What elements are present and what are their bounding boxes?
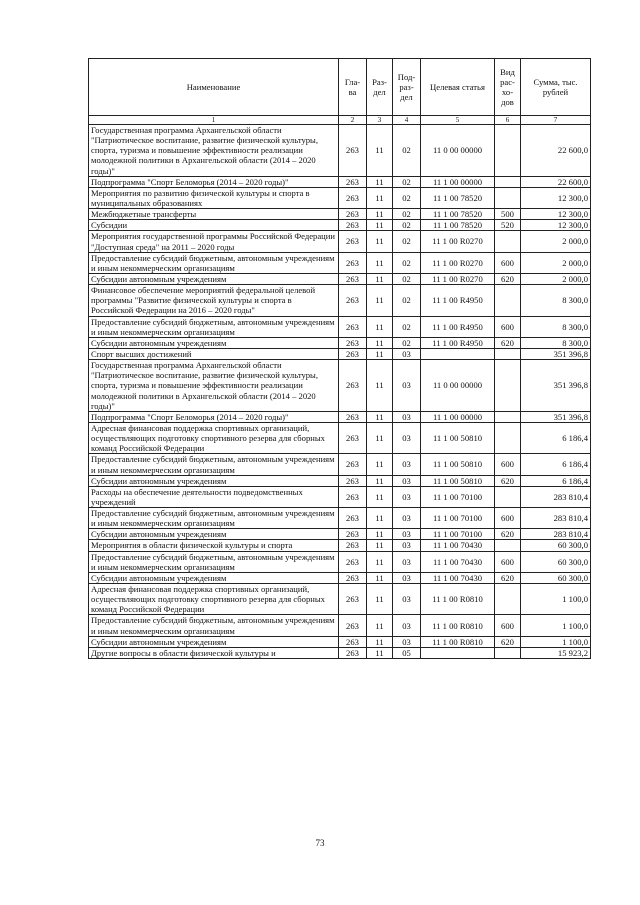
- cell-vid: 600: [495, 454, 521, 475]
- cell-glava: 263: [339, 176, 367, 187]
- cell-target: 11 1 00 R0270: [421, 231, 495, 252]
- table-row: [89, 252, 591, 273]
- table-row: [89, 636, 591, 647]
- cell-glava: 263: [339, 209, 367, 220]
- cell-razdel: 11: [367, 316, 393, 337]
- cell-name: Государственная программа Архангельской области "Патриотическое воспитание, развитие физической культуры, спорта, туризма и повышение эффективности реализации молодежной политики в Архангельской области (2014 – 2020 годы)": [89, 125, 339, 177]
- page-number: 73: [315, 838, 325, 848]
- cell-sum: 2 000,0: [521, 273, 591, 284]
- cell-name: Спорт высших достижений: [89, 348, 339, 359]
- cell-name: Расходы на обеспечение деятельности подведомственных учреждений: [89, 486, 339, 507]
- cell-vid: [495, 411, 521, 422]
- cell-target: 11 0 00 00000: [421, 125, 495, 177]
- cell-podrazdel: 02: [393, 220, 421, 231]
- table-row: [89, 572, 591, 583]
- table-row: [89, 360, 591, 412]
- cell-name: Подпрограмма "Спорт Беломорья (2014 – 2020 годы)": [89, 411, 339, 422]
- cell-vid: [495, 422, 521, 453]
- column-number-row: [89, 116, 591, 125]
- table-row: [89, 454, 591, 475]
- cell-razdel: 11: [367, 187, 393, 208]
- table-row: [89, 273, 591, 284]
- cell-podrazdel: 03: [393, 348, 421, 359]
- cell-vid: [495, 348, 521, 359]
- cell-podrazdel: 03: [393, 454, 421, 475]
- cell-razdel: 11: [367, 475, 393, 486]
- table-row: [89, 285, 591, 316]
- header-target: Целевая статья: [421, 59, 495, 116]
- cell-target: [421, 348, 495, 359]
- cell-name: Предоставление субсидий бюджетным, автономным учреждениям и иным некоммерческим организациям: [89, 316, 339, 337]
- cell-glava: 263: [339, 411, 367, 422]
- cell-target: 11 1 00 78520: [421, 209, 495, 220]
- table-row: [89, 422, 591, 453]
- cell-vid: 620: [495, 475, 521, 486]
- cell-target: 11 1 00 R4950: [421, 337, 495, 348]
- cell-razdel: 11: [367, 508, 393, 529]
- cell-name: Субсидии автономным учреждениям: [89, 529, 339, 540]
- cell-target: 11 1 00 70100: [421, 508, 495, 529]
- cell-vid: 600: [495, 252, 521, 273]
- cell-podrazdel: 02: [393, 273, 421, 284]
- cell-glava: 263: [339, 187, 367, 208]
- cell-target: 11 1 00 R0810: [421, 636, 495, 647]
- cell-sum: 283 810,4: [521, 508, 591, 529]
- cell-razdel: 11: [367, 252, 393, 273]
- header-podrazdel: Под-раз-дел: [393, 59, 421, 116]
- cell-target: 11 1 00 78520: [421, 220, 495, 231]
- cell-target: [421, 647, 495, 658]
- table-row: [89, 540, 591, 551]
- cell-sum: 351 396,8: [521, 360, 591, 412]
- cell-target: 11 1 00 R0810: [421, 615, 495, 636]
- cell-name: Предоставление субсидий бюджетным, автономным учреждениям и иным некоммерческим организациям: [89, 252, 339, 273]
- cell-sum: 60 300,0: [521, 551, 591, 572]
- cell-vid: 620: [495, 636, 521, 647]
- cell-glava: 263: [339, 273, 367, 284]
- cell-sum: 15 923,2: [521, 647, 591, 658]
- table-row: [89, 176, 591, 187]
- cell-razdel: 11: [367, 209, 393, 220]
- cell-target: 11 1 00 R4950: [421, 285, 495, 316]
- cell-razdel: 11: [367, 647, 393, 658]
- cell-podrazdel: 03: [393, 411, 421, 422]
- cell-vid: 500: [495, 209, 521, 220]
- cell-vid: 620: [495, 273, 521, 284]
- cell-vid: [495, 125, 521, 177]
- header-glava: Гла-ва: [339, 59, 367, 116]
- cell-glava: 263: [339, 360, 367, 412]
- table-row: [89, 508, 591, 529]
- cell-podrazdel: 03: [393, 584, 421, 615]
- cell-podrazdel: 02: [393, 252, 421, 273]
- cell-vid: [495, 360, 521, 412]
- column-number: 5: [421, 116, 495, 125]
- column-number: 1: [89, 116, 339, 125]
- cell-vid: [495, 231, 521, 252]
- cell-glava: 263: [339, 551, 367, 572]
- cell-target: 11 1 00 00000: [421, 411, 495, 422]
- budget-table: [88, 58, 591, 659]
- cell-name: Предоставление субсидий бюджетным, автономным учреждениям и иным некоммерческим организациям: [89, 508, 339, 529]
- cell-podrazdel: 03: [393, 360, 421, 412]
- table-row: [89, 584, 591, 615]
- cell-vid: 620: [495, 572, 521, 583]
- cell-glava: 263: [339, 348, 367, 359]
- cell-name: Предоставление субсидий бюджетным, автономным учреждениям и иным некоммерческим организациям: [89, 615, 339, 636]
- table-row: [89, 187, 591, 208]
- cell-sum: 8 300,0: [521, 285, 591, 316]
- cell-sum: 8 300,0: [521, 316, 591, 337]
- table-row: [89, 647, 591, 658]
- cell-sum: 283 810,4: [521, 486, 591, 507]
- cell-razdel: 11: [367, 529, 393, 540]
- cell-sum: 1 100,0: [521, 636, 591, 647]
- cell-razdel: 11: [367, 486, 393, 507]
- cell-podrazdel: 02: [393, 187, 421, 208]
- cell-vid: [495, 285, 521, 316]
- cell-sum: 2 000,0: [521, 231, 591, 252]
- table-row: [89, 529, 591, 540]
- cell-sum: 12 300,0: [521, 187, 591, 208]
- cell-glava: 263: [339, 572, 367, 583]
- cell-podrazdel: 02: [393, 285, 421, 316]
- cell-name: Подпрограмма "Спорт Беломорья (2014 – 2020 годы)": [89, 176, 339, 187]
- cell-razdel: 11: [367, 615, 393, 636]
- column-number: 7: [521, 116, 591, 125]
- cell-glava: 263: [339, 285, 367, 316]
- cell-target: 11 0 00 00000: [421, 360, 495, 412]
- cell-glava: 263: [339, 422, 367, 453]
- cell-glava: 263: [339, 231, 367, 252]
- cell-razdel: 11: [367, 551, 393, 572]
- cell-razdel: 11: [367, 584, 393, 615]
- cell-vid: 520: [495, 220, 521, 231]
- cell-glava: 263: [339, 529, 367, 540]
- table-row: [89, 337, 591, 348]
- cell-sum: 351 396,8: [521, 411, 591, 422]
- cell-razdel: 11: [367, 348, 393, 359]
- cell-podrazdel: 05: [393, 647, 421, 658]
- cell-sum: 6 186,4: [521, 422, 591, 453]
- cell-podrazdel: 02: [393, 176, 421, 187]
- cell-glava: 263: [339, 584, 367, 615]
- cell-name: Предоставление субсидий бюджетным, автономным учреждениям и иным некоммерческим организациям: [89, 454, 339, 475]
- cell-name: Субсидии автономным учреждениям: [89, 572, 339, 583]
- cell-glava: 263: [339, 475, 367, 486]
- cell-sum: 8 300,0: [521, 337, 591, 348]
- cell-vid: [495, 540, 521, 551]
- cell-glava: 263: [339, 125, 367, 177]
- cell-name: Межбюджетные трансферты: [89, 209, 339, 220]
- cell-name: Адресная финансовая поддержка спортивных организаций, осуществляющих подготовку спортивного резерва для сборных команд Российской Федерации: [89, 584, 339, 615]
- cell-name: Субсидии автономным учреждениям: [89, 273, 339, 284]
- column-number: 6: [495, 116, 521, 125]
- cell-name: Мероприятия в области физической культуры и спорта: [89, 540, 339, 551]
- cell-vid: 600: [495, 615, 521, 636]
- cell-target: 11 1 00 R0270: [421, 273, 495, 284]
- cell-sum: 60 300,0: [521, 540, 591, 551]
- cell-podrazdel: 03: [393, 529, 421, 540]
- cell-sum: 12 300,0: [521, 209, 591, 220]
- cell-podrazdel: 03: [393, 540, 421, 551]
- cell-razdel: 11: [367, 220, 393, 231]
- cell-vid: [495, 187, 521, 208]
- cell-podrazdel: 03: [393, 475, 421, 486]
- header-name: Наименование: [89, 59, 339, 116]
- cell-podrazdel: 02: [393, 316, 421, 337]
- cell-name: Субсидии автономным учреждениям: [89, 475, 339, 486]
- cell-podrazdel: 02: [393, 209, 421, 220]
- column-number: 4: [393, 116, 421, 125]
- cell-target: 11 1 00 50810: [421, 454, 495, 475]
- cell-target: 11 1 00 78520: [421, 187, 495, 208]
- cell-glava: 263: [339, 508, 367, 529]
- cell-target: 11 1 00 50810: [421, 422, 495, 453]
- table-header-row: [89, 59, 591, 116]
- cell-glava: 263: [339, 316, 367, 337]
- cell-sum: 1 100,0: [521, 584, 591, 615]
- cell-sum: 22 600,0: [521, 176, 591, 187]
- cell-podrazdel: 03: [393, 572, 421, 583]
- cell-razdel: 11: [367, 540, 393, 551]
- cell-vid: [495, 584, 521, 615]
- cell-name: Адресная финансовая поддержка спортивных организаций, осуществляющих подготовку спортивного резерва для сборных команд Российской Федерации: [89, 422, 339, 453]
- table-row: [89, 220, 591, 231]
- cell-sum: 12 300,0: [521, 220, 591, 231]
- cell-razdel: 11: [367, 273, 393, 284]
- cell-vid: [495, 486, 521, 507]
- cell-podrazdel: 02: [393, 337, 421, 348]
- cell-podrazdel: 03: [393, 551, 421, 572]
- table-row: [89, 316, 591, 337]
- cell-razdel: 11: [367, 231, 393, 252]
- cell-razdel: 11: [367, 285, 393, 316]
- table-row: [89, 125, 591, 177]
- cell-razdel: 11: [367, 422, 393, 453]
- cell-target: 11 1 00 R0270: [421, 252, 495, 273]
- cell-razdel: 11: [367, 572, 393, 583]
- table-row: [89, 231, 591, 252]
- cell-razdel: 11: [367, 176, 393, 187]
- cell-target: 11 1 00 70430: [421, 551, 495, 572]
- cell-glava: 263: [339, 337, 367, 348]
- column-number: 3: [367, 116, 393, 125]
- cell-glava: 263: [339, 252, 367, 273]
- column-number: 2: [339, 116, 367, 125]
- cell-razdel: 11: [367, 337, 393, 348]
- cell-target: 11 1 00 R4950: [421, 316, 495, 337]
- cell-razdel: 11: [367, 454, 393, 475]
- cell-sum: 22 600,0: [521, 125, 591, 177]
- cell-glava: 263: [339, 540, 367, 551]
- cell-target: 11 1 00 70430: [421, 540, 495, 551]
- table-row: [89, 348, 591, 359]
- cell-vid: 600: [495, 551, 521, 572]
- cell-name: Другие вопросы в области физической культуры и: [89, 647, 339, 658]
- cell-vid: [495, 176, 521, 187]
- header-vid: Вид рас-хо-дов: [495, 59, 521, 116]
- cell-sum: 283 810,4: [521, 529, 591, 540]
- cell-vid: 620: [495, 337, 521, 348]
- cell-podrazdel: 03: [393, 615, 421, 636]
- cell-podrazdel: 02: [393, 231, 421, 252]
- cell-vid: 600: [495, 316, 521, 337]
- cell-vid: 620: [495, 529, 521, 540]
- cell-sum: 6 186,4: [521, 454, 591, 475]
- cell-razdel: 11: [367, 411, 393, 422]
- cell-glava: 263: [339, 220, 367, 231]
- cell-sum: 2 000,0: [521, 252, 591, 273]
- cell-name: Финансовое обеспечение мероприятий федеральной целевой программы "Развитие физической культуры и спорта в Российской Федерации на 2016 – 2020 годы": [89, 285, 339, 316]
- cell-razdel: 11: [367, 360, 393, 412]
- cell-target: 11 1 00 70100: [421, 529, 495, 540]
- cell-glava: 263: [339, 636, 367, 647]
- table-row: [89, 209, 591, 220]
- cell-name: Субсидии: [89, 220, 339, 231]
- cell-sum: 1 100,0: [521, 615, 591, 636]
- cell-vid: 600: [495, 508, 521, 529]
- cell-glava: 263: [339, 454, 367, 475]
- cell-target: 11 1 00 70430: [421, 572, 495, 583]
- cell-name: Мероприятия по развитию физической культуры и спорта в муниципальных образованиях: [89, 187, 339, 208]
- cell-target: 11 1 00 50810: [421, 475, 495, 486]
- cell-podrazdel: 03: [393, 636, 421, 647]
- cell-target: 11 1 00 70100: [421, 486, 495, 507]
- cell-target: 11 1 00 R0810: [421, 584, 495, 615]
- cell-name: Субсидии автономным учреждениям: [89, 636, 339, 647]
- table-row: [89, 486, 591, 507]
- cell-name: Государственная программа Архангельской области "Патриотическое воспитание, развитие физической культуры, спорта, туризма и повышение эффективности реализации молодежной политики в Архангельской области (2014 – 2020 годы)": [89, 360, 339, 412]
- table-row: [89, 411, 591, 422]
- cell-sum: 60 300,0: [521, 572, 591, 583]
- cell-glava: 263: [339, 647, 367, 658]
- table-row: [89, 551, 591, 572]
- cell-sum: 351 396,8: [521, 348, 591, 359]
- cell-name: Субсидии автономным учреждениям: [89, 337, 339, 348]
- table-row: [89, 615, 591, 636]
- header-sum: Сумма, тыс. рублей: [521, 59, 591, 116]
- cell-podrazdel: 03: [393, 486, 421, 507]
- cell-razdel: 11: [367, 125, 393, 177]
- cell-podrazdel: 03: [393, 508, 421, 529]
- header-razdel: Раз-дел: [367, 59, 393, 116]
- cell-glava: 263: [339, 486, 367, 507]
- cell-podrazdel: 02: [393, 125, 421, 177]
- table-row: [89, 475, 591, 486]
- cell-glava: 263: [339, 615, 367, 636]
- cell-target: 11 1 00 00000: [421, 176, 495, 187]
- cell-name: Предоставление субсидий бюджетным, автономным учреждениям и иным некоммерческим организациям: [89, 551, 339, 572]
- cell-podrazdel: 03: [393, 422, 421, 453]
- cell-sum: 6 186,4: [521, 475, 591, 486]
- cell-name: Мероприятия государственной программы Российской Федерации "Доступная среда" на 2011 – 2020 годы: [89, 231, 339, 252]
- cell-vid: [495, 647, 521, 658]
- cell-razdel: 11: [367, 636, 393, 647]
